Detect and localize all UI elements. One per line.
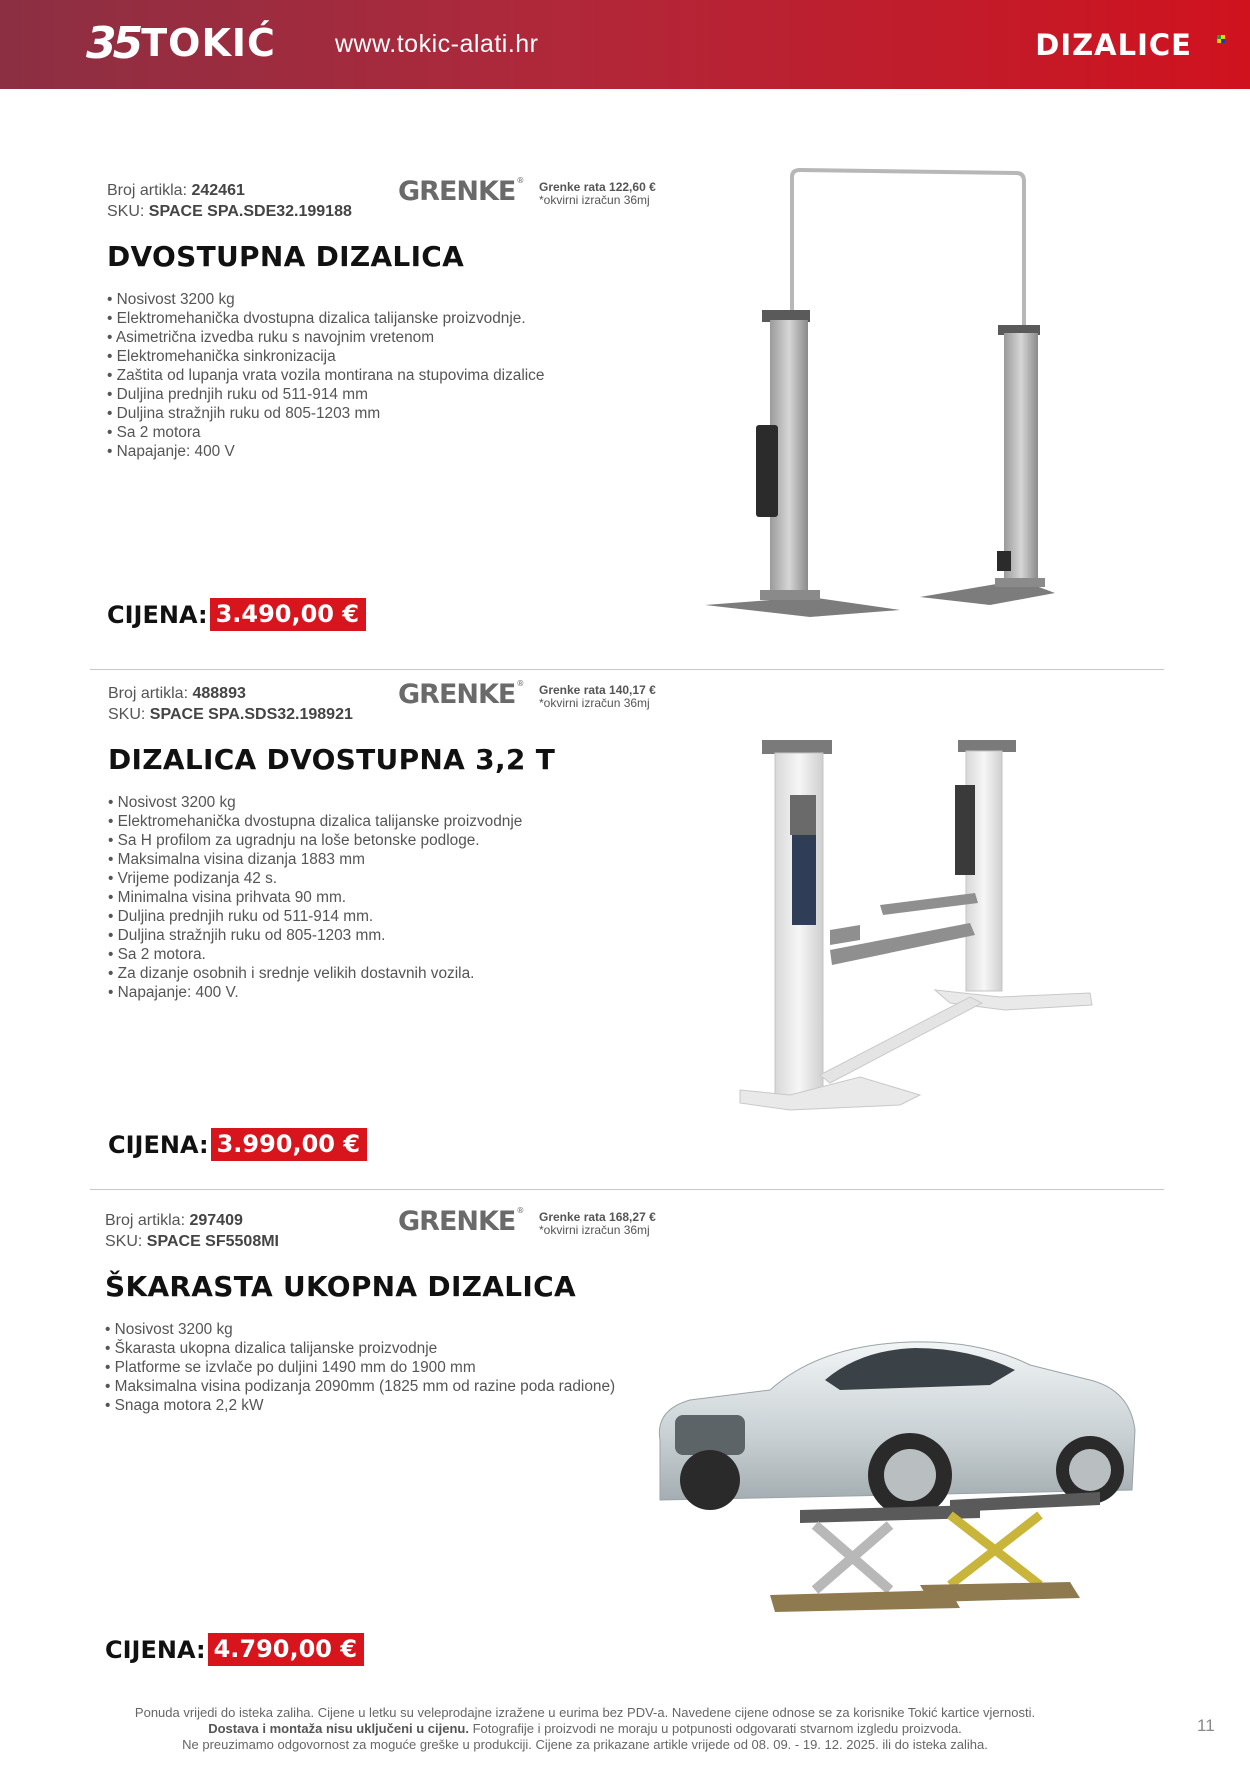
category-title: DIZALICE (1035, 28, 1192, 62)
section-divider (90, 1189, 1164, 1190)
sku-label: SKU: (107, 203, 145, 220)
sku-value: SPACE SPA.SDS32.198921 (149, 706, 353, 723)
feature-item: • Duljina stražnjih ruku od 805-1203 mm. (108, 926, 522, 945)
sku-label: SKU: (105, 1233, 143, 1250)
website-url[interactable]: www.tokic-alati.hr (335, 30, 539, 58)
article-number: 297409 (189, 1212, 243, 1229)
product-title: DVOSTUPNA DIZALICA (107, 240, 465, 273)
product-meta (108, 683, 353, 725)
feature-list (108, 793, 522, 1002)
article-label: Broj artikla: (108, 685, 189, 702)
feature-item: • Zaštita od lupanja vrata vozila montirana na stupovima dizalice (107, 366, 544, 385)
feature-item: • Duljina prednjih ruku od 511-914 mm (107, 385, 544, 404)
feature-item: • Elektromehanička dvostupna dizalica talijanske proizvodnje (108, 812, 522, 831)
grenke-rate (539, 181, 656, 207)
flag-dots-icon (1217, 35, 1225, 43)
grenke-logo: GRENKE® (398, 679, 524, 710)
grenke-rate-value: Grenke rata 122,60 € (539, 180, 656, 194)
grenke-rate-value: Grenke rata 140,17 € (539, 683, 656, 697)
feature-item: • Za dizanje osobnih i srednje velikih dostavnih vozila. (108, 964, 522, 983)
feature-item: • Sa 2 motora (107, 423, 544, 442)
price-value: 3.490,00 € (210, 598, 366, 631)
feature-item: • Nosivost 3200 kg (105, 1320, 615, 1339)
logo-anniversary-number: 35 (86, 17, 140, 69)
grenke-logo: GRENKE® (398, 1206, 524, 1237)
footer-disclaimer (120, 1705, 1050, 1753)
footer-line-2-bold: Dostava i montaža nisu uključeni u cijenu. (208, 1721, 469, 1736)
feature-item: • Nosivost 3200 kg (108, 793, 522, 812)
grenke-rate-value: Grenke rata 168,27 € (539, 1210, 656, 1224)
feature-list (105, 1320, 615, 1415)
feature-item: • Sa H profilom za ugradnju na loše betonske podloge. (108, 831, 522, 850)
feature-item: • Platforme se izvlače po duljini 1490 mm do 1900 mm (105, 1358, 615, 1377)
product-meta (105, 1210, 279, 1252)
price-block (105, 1633, 364, 1666)
grenke-rate-note: *okvirni izračun 36mj (539, 1223, 650, 1237)
product-title: ŠKARASTA UKOPNA DIZALICA (105, 1270, 576, 1303)
sku-label: SKU: (108, 706, 146, 723)
article-label: Broj artikla: (107, 182, 188, 199)
footer-line-2 (120, 1721, 1050, 1737)
footer-line-3: Ne preuzimamo odgovornost za moguće greške u produkciji. Cijene za prikazane artikle vrijede od 08. 09. - 19. 12. 2025. ili do isteka zaliha. (182, 1737, 988, 1752)
feature-item: • Napajanje: 400 V (107, 442, 544, 461)
grenke-logo: GRENKE® (398, 176, 524, 207)
grenke-rate (539, 684, 656, 710)
feature-item: • Elektromehanička sinkronizacija (107, 347, 544, 366)
feature-item: • Maksimalna visina podizanja 2090mm (1825 mm od razine poda radione) (105, 1377, 615, 1396)
article-number: 488893 (192, 685, 246, 702)
price-block (108, 1128, 367, 1161)
sku-value: SPACE SF5508MI (146, 1233, 279, 1250)
two-post-lift-image (690, 165, 1070, 630)
logo-brand: TOKIĆ (141, 21, 276, 65)
tokic-logo[interactable] (86, 18, 276, 68)
price-value: 4.790,00 € (208, 1633, 364, 1666)
feature-item: • Nosivost 3200 kg (107, 290, 544, 309)
footer-line-1: Ponuda vrijedi do isteka zaliha. Cijene u letku su veleprodajne izražene u eurima bez PDV-a. Navedene cijene odnose se za korisnike Tokić kartice vjernosti. (134, 1705, 1036, 1720)
sku-value: SPACE SPA.SDE32.199188 (148, 203, 352, 220)
product-title: DIZALICA DVOSTUPNA 3,2 T (108, 743, 556, 776)
article-label: Broj artikla: (105, 1212, 186, 1229)
price-label: CIJENA: (107, 600, 208, 629)
footer-line-2-rest: Fotografije i proizvodi ne moraju u potpunosti odgovarati stvarnom izgledu proizvoda. (468, 1721, 962, 1736)
feature-item: • Minimalna visina prihvata 90 mm. (108, 888, 522, 907)
feature-item: • Duljina stražnjih ruku od 805-1203 mm (107, 404, 544, 423)
page-header (0, 0, 1250, 89)
feature-item: • Elektromehanička dvostupna dizalica talijanske proizvodnje. (107, 309, 544, 328)
price-label: CIJENA: (108, 1130, 209, 1159)
price-block (107, 598, 366, 631)
grenke-rate-note: *okvirni izračun 36mj (539, 193, 650, 207)
feature-item: • Duljina prednjih ruku od 511-914 mm. (108, 907, 522, 926)
section-divider (90, 669, 1164, 670)
feature-item: • Maksimalna visina dizanja 1883 mm (108, 850, 522, 869)
article-number: 242461 (191, 182, 245, 199)
scissor-lift-car-image (650, 1340, 1140, 1625)
product-meta (107, 180, 352, 222)
feature-item: • Vrijeme podizanja 42 s. (108, 869, 522, 888)
two-post-lift-h-profile-image (720, 735, 1100, 1150)
grenke-rate-note: *okvirni izračun 36mj (539, 696, 650, 710)
price-value: 3.990,00 € (211, 1128, 367, 1161)
feature-item: • Napajanje: 400 V. (108, 983, 522, 1002)
page-number: 11 (1197, 1716, 1215, 1735)
feature-item: • Asimetrična izvedba ruku s navojnim vretenom (107, 328, 544, 347)
feature-item: • Škarasta ukopna dizalica talijanske proizvodnje (105, 1339, 615, 1358)
price-label: CIJENA: (105, 1635, 206, 1664)
feature-list (107, 290, 544, 461)
feature-item: • Sa 2 motora. (108, 945, 522, 964)
feature-item: • Snaga motora 2,2 kW (105, 1396, 615, 1415)
grenke-rate (539, 1211, 656, 1237)
